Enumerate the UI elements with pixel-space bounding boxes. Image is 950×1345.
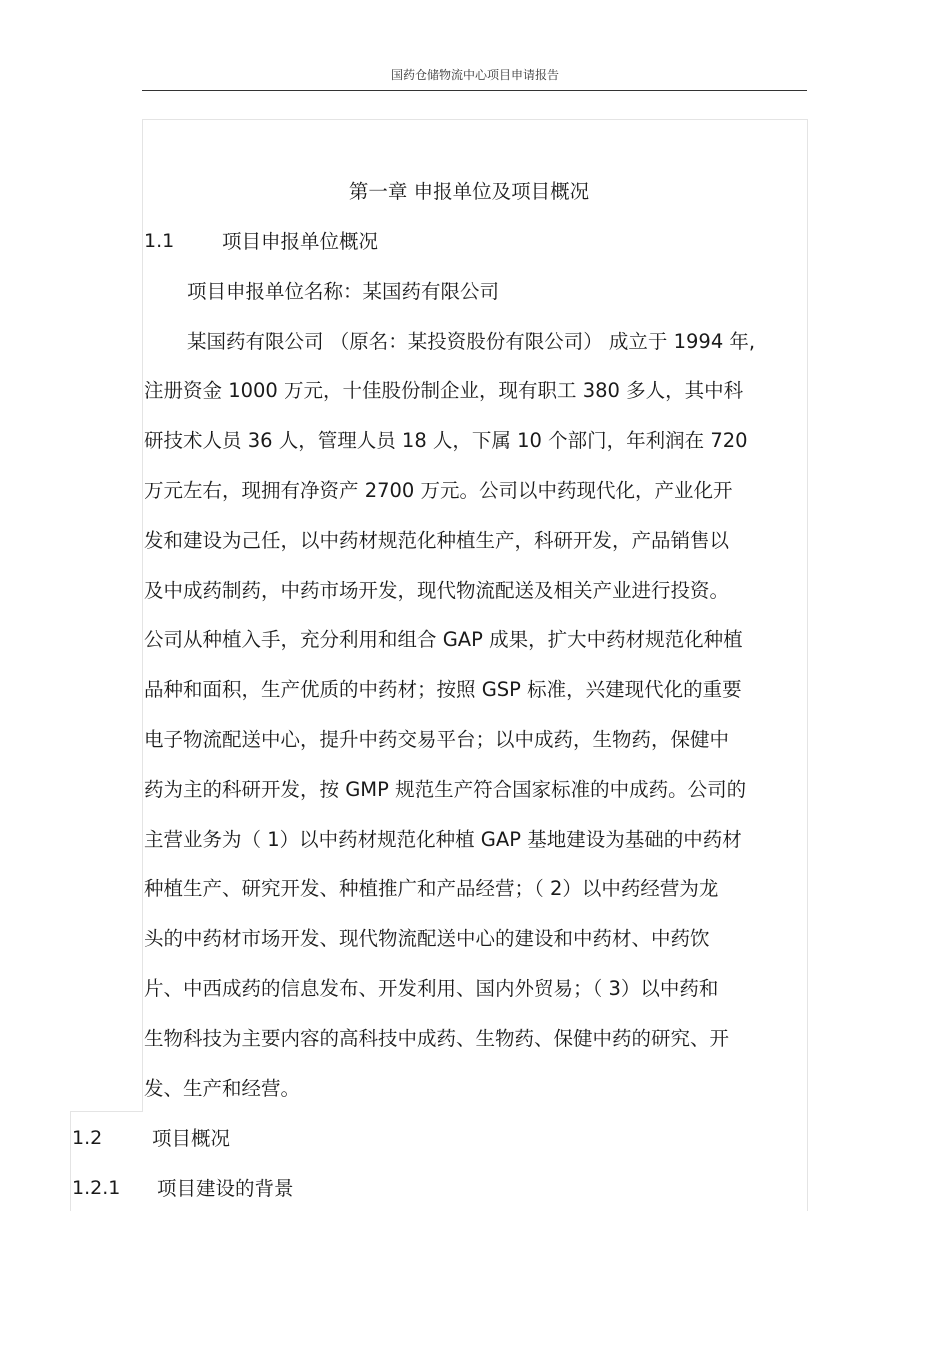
paragraph-line: 注册资金 1000 万元，十佳股份制企业，现有职工 380 多人，其中科 [144,379,744,402]
paragraph-line: 及中成药制药，中药市场开发，现代物流配送及相关产业进行投资。 [144,579,730,602]
section-title: 项目概况 [152,1127,231,1150]
paragraph-line: 研技术人员 36 人，管理人员 18 人，下属 10 个部门，年利润在 720 [144,429,748,452]
paragraph-line: 发和建设为己任，以中药材规范化种植生产，科研开发，产品销售以 [144,529,730,552]
section-title: 项目申报单位概况 [222,230,379,253]
paragraph-line: 主营业务为（ 1）以中药材规范化种植 GAP 基地建设为基础的中药材 [144,828,742,851]
paragraph-line: 生物科技为主要内容的高科技中成药、生物药、保健中药的研究、开 [144,1027,730,1050]
chapter-title: 第一章 申报单位及项目概况 [348,180,590,203]
frame-lower-left-border [70,1111,71,1211]
frame-left-border [142,119,143,1112]
section-number: 1.1 [144,230,175,252]
frame-right-border [807,119,808,1211]
paragraph-line: 公司从种植入手，充分利用和组合 GAP 成果，扩大中药材规范化种植 [144,628,743,651]
paragraph-line: 某国药有限公司 （原名：某投资股份有限公司） 成立于 1994 年, [187,330,756,353]
paragraph-line: 发、生产和经营。 [144,1077,301,1100]
header-title: 国药仓储物流中心项目申请报告 [390,68,559,82]
paragraph-line: 种植生产、研究开发、种植推广和产品经营；（ 2）以中药经营为龙 [144,877,719,900]
paragraph-line: 药为主的科研开发，按 GMP 规范生产符合国家标准的中成药。公司的 [144,778,747,801]
section-title: 项目建设的背景 [157,1177,294,1200]
section-number: 1.2.1 [72,1177,121,1199]
paragraph-line: 头的中药材市场开发、现代物流配送中心的建设和中药材、中药饮 [144,927,710,950]
frame-step-border [70,1111,143,1112]
paragraph-line: 片、中西成药的信息发布、开发利用、国内外贸易；（ 3）以中药和 [144,977,719,1000]
chapter-heading [0,179,950,205]
unit-name-line: 项目申报单位名称：某国药有限公司 [187,280,500,303]
paragraph-line: 万元左右，现拥有净资产 2700 万元。公司以中药现代化，产业化开 [144,479,733,502]
paragraph-line: 品种和面积，生产优质的中药材；按照 GSP 标准，兴建现代化的重要 [144,678,742,701]
section-number: 1.2 [72,1127,103,1149]
frame-top-border [142,119,808,120]
paragraph-line: 电子物流配送中心，提升中药交易平台；以中成药，生物药，保健中 [144,728,730,751]
header-divider [142,90,807,91]
